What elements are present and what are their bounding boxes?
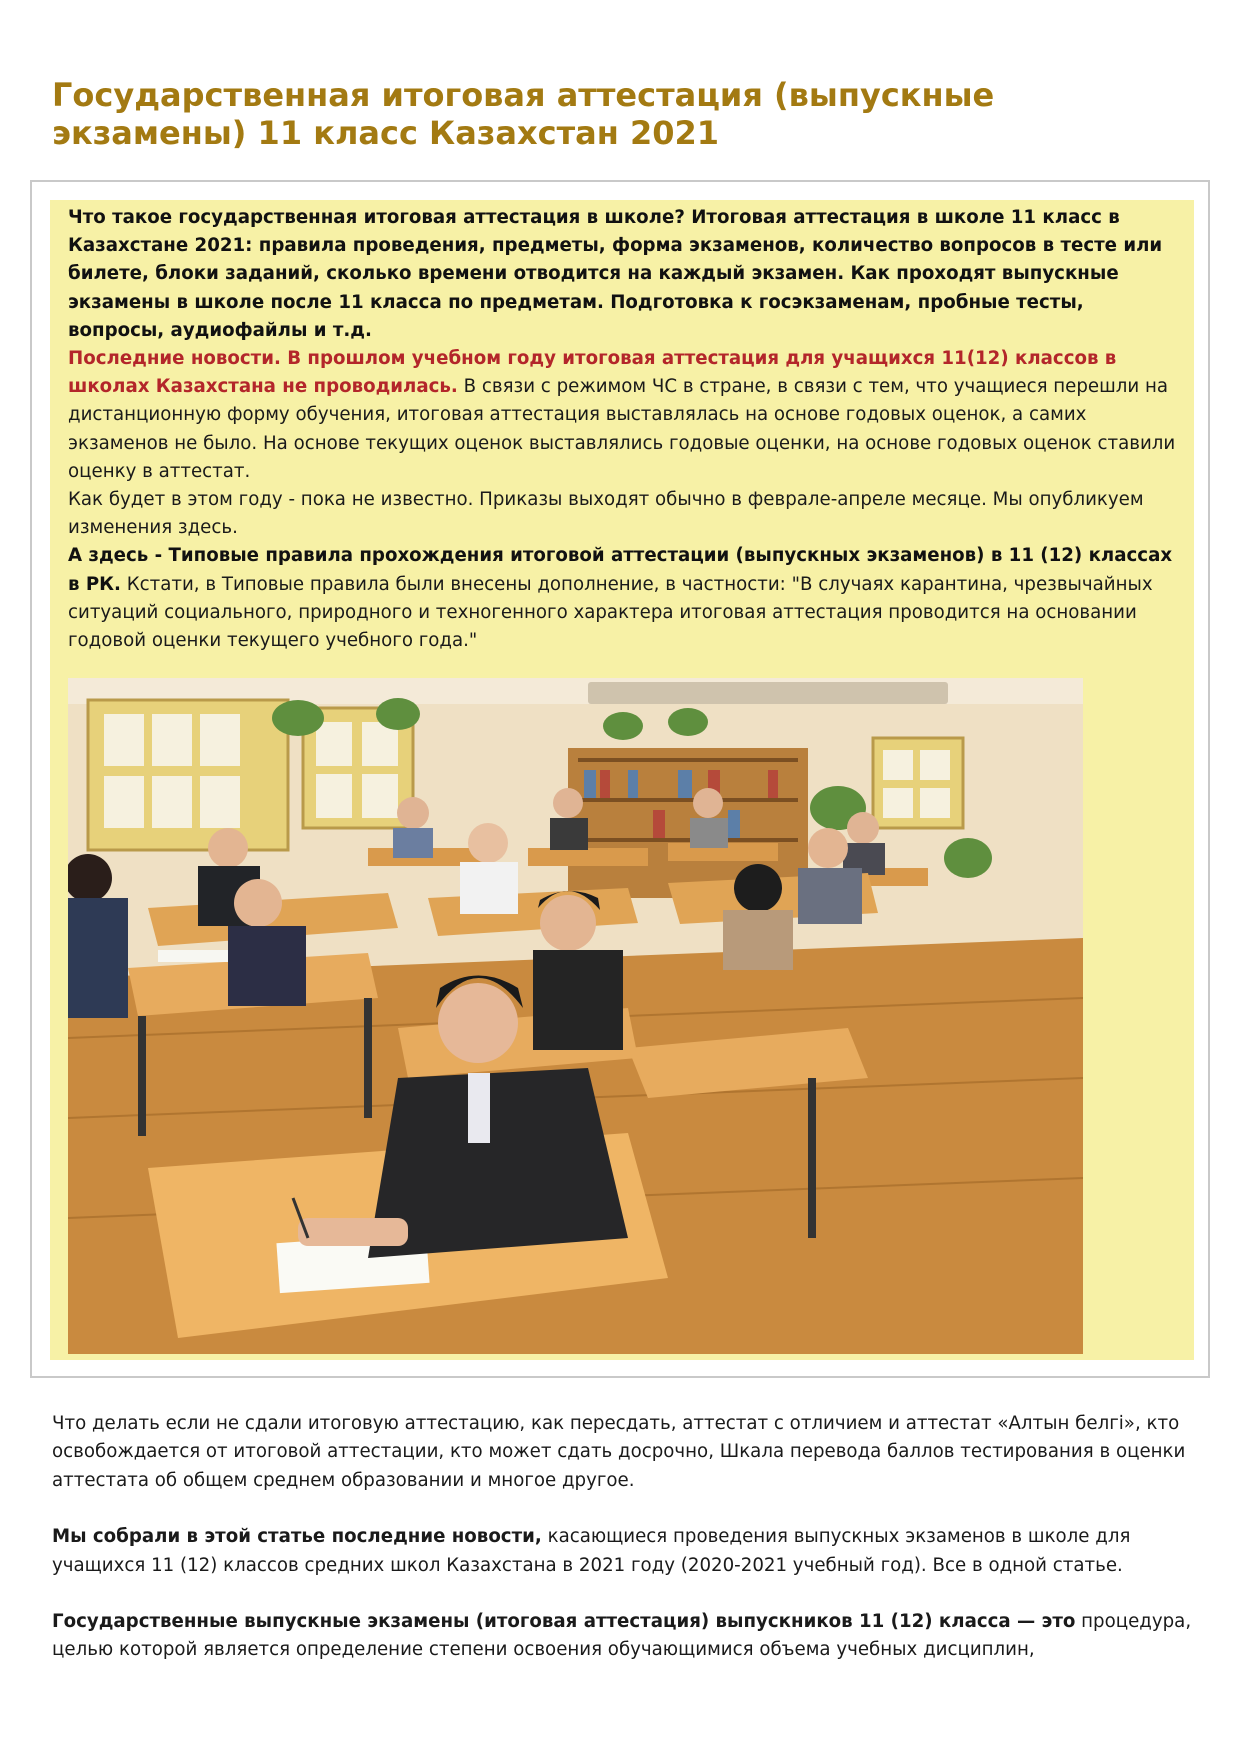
body-paragraph-3-text: процедура, целью которой является определение степени освоения обучающимися объема учебных дисциплин, [52,1611,1192,1661]
article-body [52,1410,1192,1693]
news-text: В связи с режимом ЧС в стране, в связи с тем, что учащиеся перешли на дистанционную форму обучения, итоговая аттестация выставлялась на основе годовых оценок, а самих экзаменов не было. На основе текущих оценок выставлялись годовые оценки, на основе годовых оценок ставили оценку в аттестат. [68,376,1176,482]
this-year-paragraph: Как будет в этом году - пока не известно. Приказы выходят обычно в феврале-апреле месяце. Мы опубликуем изменения здесь. [68,489,1144,539]
classroom-illustration [68,678,1083,1354]
highlight-panel [50,200,1194,1360]
news-paragraph [68,345,1184,486]
body-paragraph-2-text: касающиеся проведения выпускных экзаменов в школе для учащихся 11 (12) классов средних школ Казахстана в 2021 году (2020-2021 учебный год). Все в одной статье. [52,1526,1131,1576]
body-paragraph-2 [52,1523,1192,1580]
rules-paragraph [68,542,1184,655]
rules-text: Кстати, в Типовые правила были внесены дополнение, в частности: "В случаях карантина, чрезвычайных ситуаций социального, природного и техногенного характера итоговая аттестация проводится на основании годовой оценки текущего учебного года." [68,573,1153,652]
rules-link[interactable]: А здесь - Типовые правила прохождения итоговой аттестации (выпускных экзаменов) в 11 (12) классах в РК. [68,545,1173,595]
body-paragraph-1: Что делать если не сдали итоговую аттестацию, как пересдать, аттестат с отличием и аттестат «Алтын белгі», кто освобождается от итоговой аттестации, кто может сдать досрочно, Шкала перевода баллов тестирования в оценки аттестата об общем среднем образовании и многое другое. [52,1413,1186,1491]
body-paragraph-2-bold: Мы собрали в этой статье последние новости, [52,1526,542,1548]
body-paragraph-3 [52,1608,1192,1665]
highlight-text [68,204,1184,655]
intro-text: Что такое государственная итоговая аттестация в школе? Итоговая аттестация в школе 11 класс в Казахстане 2021: правила проведения, предметы, форма экзаменов, количество вопросов в тесте или билете, блоки заданий, сколько времени отводится на каждый экзамен. Как проходят выпускные экзамены в школе после 11 класса по предметам. Подготовка к госэкзаменам, пробные тесты, вопросы, аудиофайлы и т.д. [68,207,1163,341]
page-title: Государственная итоговая аттестация (выпускные экзамены) 11 класс Казахстан 2021 [52,76,995,152]
body-paragraph-3-bold: Государственные выпускные экзамены (итоговая аттестация) выпускников 11 (12) класса — это [52,1611,1076,1633]
highlight-box [30,180,1210,1378]
classroom-exam-photo [68,678,1083,1354]
intro-paragraph [68,204,1184,345]
news-headline: Последние новости. В прошлом учебном году итоговая аттестация для учащихся 11(12) классов в школах Казахстана не проводилась. [68,348,1117,398]
